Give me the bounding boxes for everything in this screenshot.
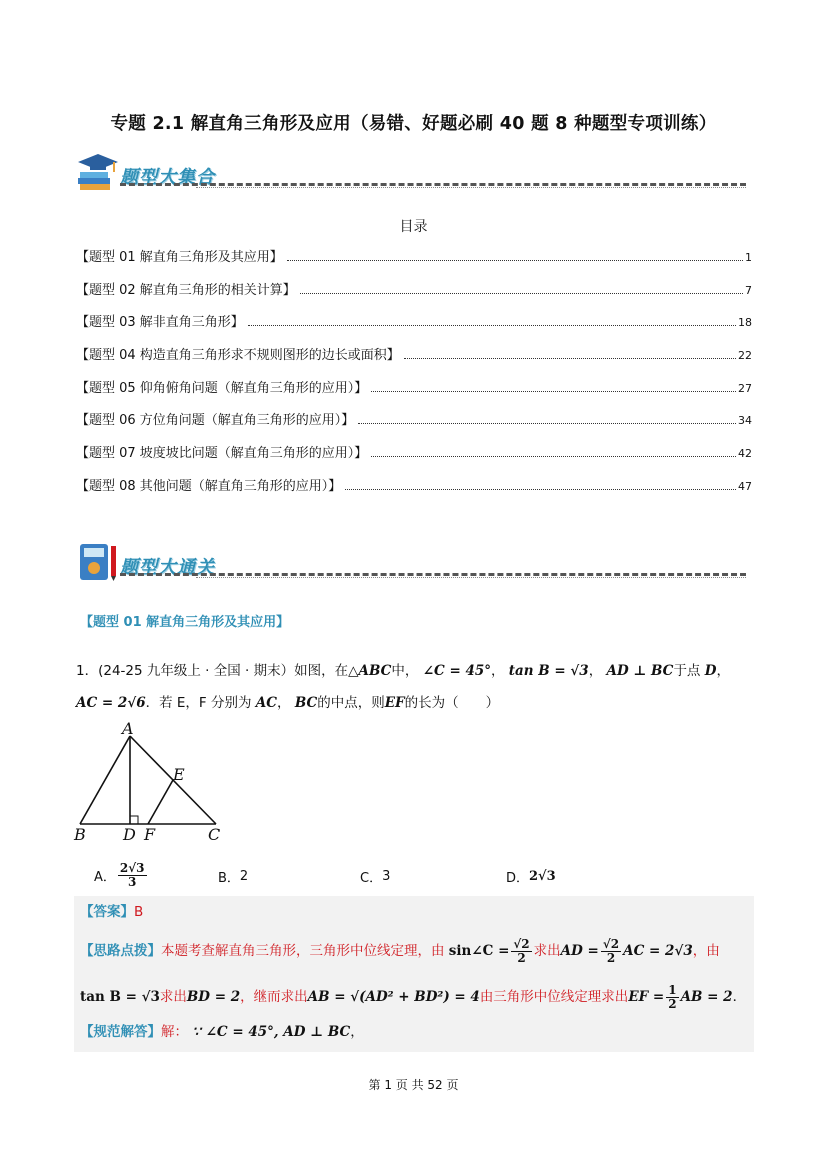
label-E: E <box>173 765 185 784</box>
toc-page[interactable]: 42 <box>738 447 752 461</box>
math-tan: tan B = √3 <box>80 989 160 1005</box>
toc-leader <box>248 325 736 326</box>
label-F: F <box>144 825 156 844</box>
question-text: 于点 <box>673 663 701 679</box>
calculator-icon <box>76 542 120 582</box>
banner-question-types <box>76 152 746 196</box>
option-letter: C． <box>360 871 383 886</box>
math-sin: sin∠C = <box>448 943 510 959</box>
hint-line-2 <box>80 984 746 1010</box>
banner-dotted-line <box>196 187 746 188</box>
option-value: 2√3 <box>529 869 556 884</box>
toc-label[interactable]: 【题型 02 解直角三角形的相关计算】 <box>76 282 296 298</box>
toc-item[interactable] <box>76 475 752 508</box>
option-c[interactable] <box>360 867 390 886</box>
label-A: A <box>122 722 134 738</box>
toc-page[interactable]: 18 <box>738 316 752 330</box>
math-segment: BC <box>294 695 318 711</box>
toc-leader <box>300 293 743 294</box>
option-value: 2 <box>239 869 249 884</box>
toc-leader <box>371 456 736 457</box>
answer-box <box>74 896 754 1052</box>
math-triangle: △ABC <box>348 663 392 679</box>
option-letter: B． <box>218 871 240 886</box>
math-angle: ∠C = 45° <box>422 663 491 679</box>
document-title: 专题 2.1 解直角三角形及应用（易错、好题必刷 40 题 8 种题型专项训练） <box>110 114 717 134</box>
math-point: D <box>704 663 717 679</box>
toc-label[interactable]: 【题型 05 仰角俯角问题（解直角三角形的应用）】 <box>76 380 368 396</box>
toc-item[interactable] <box>76 409 752 442</box>
label-B: B <box>74 825 86 844</box>
hint-text: 本题考查解直角三角形，三角形中位线定理，由 <box>161 943 445 959</box>
question-text: 1．(24-25 九年级上 · 全国 · 期末）如图，在 <box>76 663 349 679</box>
option-b[interactable] <box>218 867 248 886</box>
solution-tag: 【规范解答】 <box>80 1024 161 1040</box>
toc-page[interactable]: 34 <box>738 414 752 428</box>
banner-dotted-line <box>196 577 746 578</box>
section-heading: 【题型 01 解直角三角形及其应用】 <box>80 615 290 630</box>
toc-page[interactable]: 7 <box>745 283 752 297</box>
math-fraction: $\frac{√2}{2}$ <box>513 937 530 965</box>
question-text: ．若 E，F 分别为 <box>145 695 252 711</box>
math-ad: AD = <box>560 943 599 959</box>
option-fraction: $\frac{2√3}{3}$ <box>119 861 145 889</box>
hint-text: 求出 <box>533 943 561 959</box>
math-ef-value: AB = 2 <box>680 989 733 1005</box>
hint-line-1 <box>80 938 720 964</box>
math-ac-value: AC = 2√3 <box>623 943 693 959</box>
toc-label[interactable]: 【题型 06 方位角问题（解直角三角形的应用）】 <box>76 413 355 429</box>
option-letter: D． <box>506 871 530 886</box>
toc-item[interactable] <box>76 246 752 279</box>
math-given: ∵ ∠C = 45°, AD ⊥ BC <box>192 1024 351 1040</box>
math-segment: AC <box>255 695 278 711</box>
page-footer: 第 1 页 共 52 页 <box>368 1078 459 1092</box>
question-text: 中， <box>391 663 419 679</box>
option-a[interactable] <box>94 862 149 888</box>
toc-page[interactable]: 27 <box>738 381 752 395</box>
triangle-figure <box>70 722 230 846</box>
math-tan: tan B = √3 <box>508 663 589 679</box>
hint-text: 由三角形中位线定理求出 <box>479 989 629 1005</box>
table-of-contents <box>76 246 752 508</box>
punctuation: ． <box>732 989 747 1005</box>
toc-page[interactable]: 47 <box>738 479 752 493</box>
banner-label: 题型大集合 <box>120 167 215 188</box>
toc-heading: 目录 <box>399 219 428 235</box>
math-segment: EF <box>384 695 405 711</box>
math-fraction: $\frac{√2}{2}$ <box>602 937 620 965</box>
hint-text: ，继而求出 <box>240 989 308 1005</box>
banner-label: 题型大通关 <box>120 557 215 578</box>
toc-page[interactable]: 22 <box>738 349 752 363</box>
math-perpendicular: AD ⊥ BC <box>606 663 674 679</box>
answer-tag: 【答案】 <box>80 904 134 920</box>
toc-item[interactable] <box>76 311 752 344</box>
hint-tag: 【思路点拨】 <box>80 943 161 959</box>
question-line-1: 1．(24-25 九年级上 · 全国 · 期末）如图，在△ABC中， ∠C = 45°， tan B = √3， AD ⊥ BC于点 D， <box>76 663 730 679</box>
toc-label[interactable]: 【题型 01 解直角三角形及其应用】 <box>76 250 283 265</box>
math-ac: AC = 2√6 <box>76 695 146 711</box>
hint-text: ，由 <box>692 943 720 959</box>
toc-item[interactable] <box>76 377 752 410</box>
toc-leader <box>358 423 736 424</box>
option-d[interactable] <box>506 867 556 886</box>
answer-line <box>80 902 143 922</box>
toc-leader <box>287 260 743 261</box>
answer-options <box>94 862 694 892</box>
solution-line <box>80 1022 364 1042</box>
hint-text: 求出 <box>159 989 187 1005</box>
toc-label[interactable]: 【题型 04 构造直角三角形求不规则图形的边长或面积】 <box>76 348 400 364</box>
question-text: 的中点，则 <box>317 695 385 711</box>
math-ab: AB = √(AD² + BD²) = 4 <box>307 989 480 1005</box>
toc-leader <box>371 391 736 392</box>
banner-question-practice <box>76 542 746 586</box>
toc-leader <box>404 358 736 359</box>
toc-item[interactable] <box>76 279 752 312</box>
option-value: 3 <box>382 869 391 884</box>
toc-item[interactable] <box>76 442 752 475</box>
toc-leader <box>345 489 736 490</box>
solution-text: 解： <box>161 1024 188 1040</box>
toc-label[interactable]: 【题型 07 坡度坡比问题（解直角三角形的应用）】 <box>76 446 368 462</box>
label-D: D <box>123 825 136 844</box>
math-ef: EF = <box>628 989 665 1005</box>
toc-label[interactable]: 【题型 03 解非直角三角形】 <box>76 315 244 331</box>
toc-label[interactable]: 【题型 08 其他问题（解直角三角形的应用）】 <box>76 478 342 494</box>
question-text: 的长为（ ） <box>404 695 500 711</box>
answer-value: B <box>134 904 144 920</box>
banner-dashed-line <box>120 183 746 186</box>
math-fraction: $\frac{1}{2}$ <box>668 983 677 1011</box>
math-bd: BD = 2 <box>186 989 241 1005</box>
punctuation: ， <box>350 1024 364 1040</box>
banner-dashed-line <box>120 573 746 576</box>
toc-page[interactable]: 1 <box>745 251 752 264</box>
option-letter: A． <box>94 869 116 885</box>
graduation-books-icon <box>76 152 120 192</box>
question-line-2: AC = 2√6．若 E，F 分别为 AC， BC的中点，则EF的长为（ ） <box>76 695 500 711</box>
toc-item[interactable] <box>76 344 752 377</box>
label-C: C <box>208 825 221 844</box>
